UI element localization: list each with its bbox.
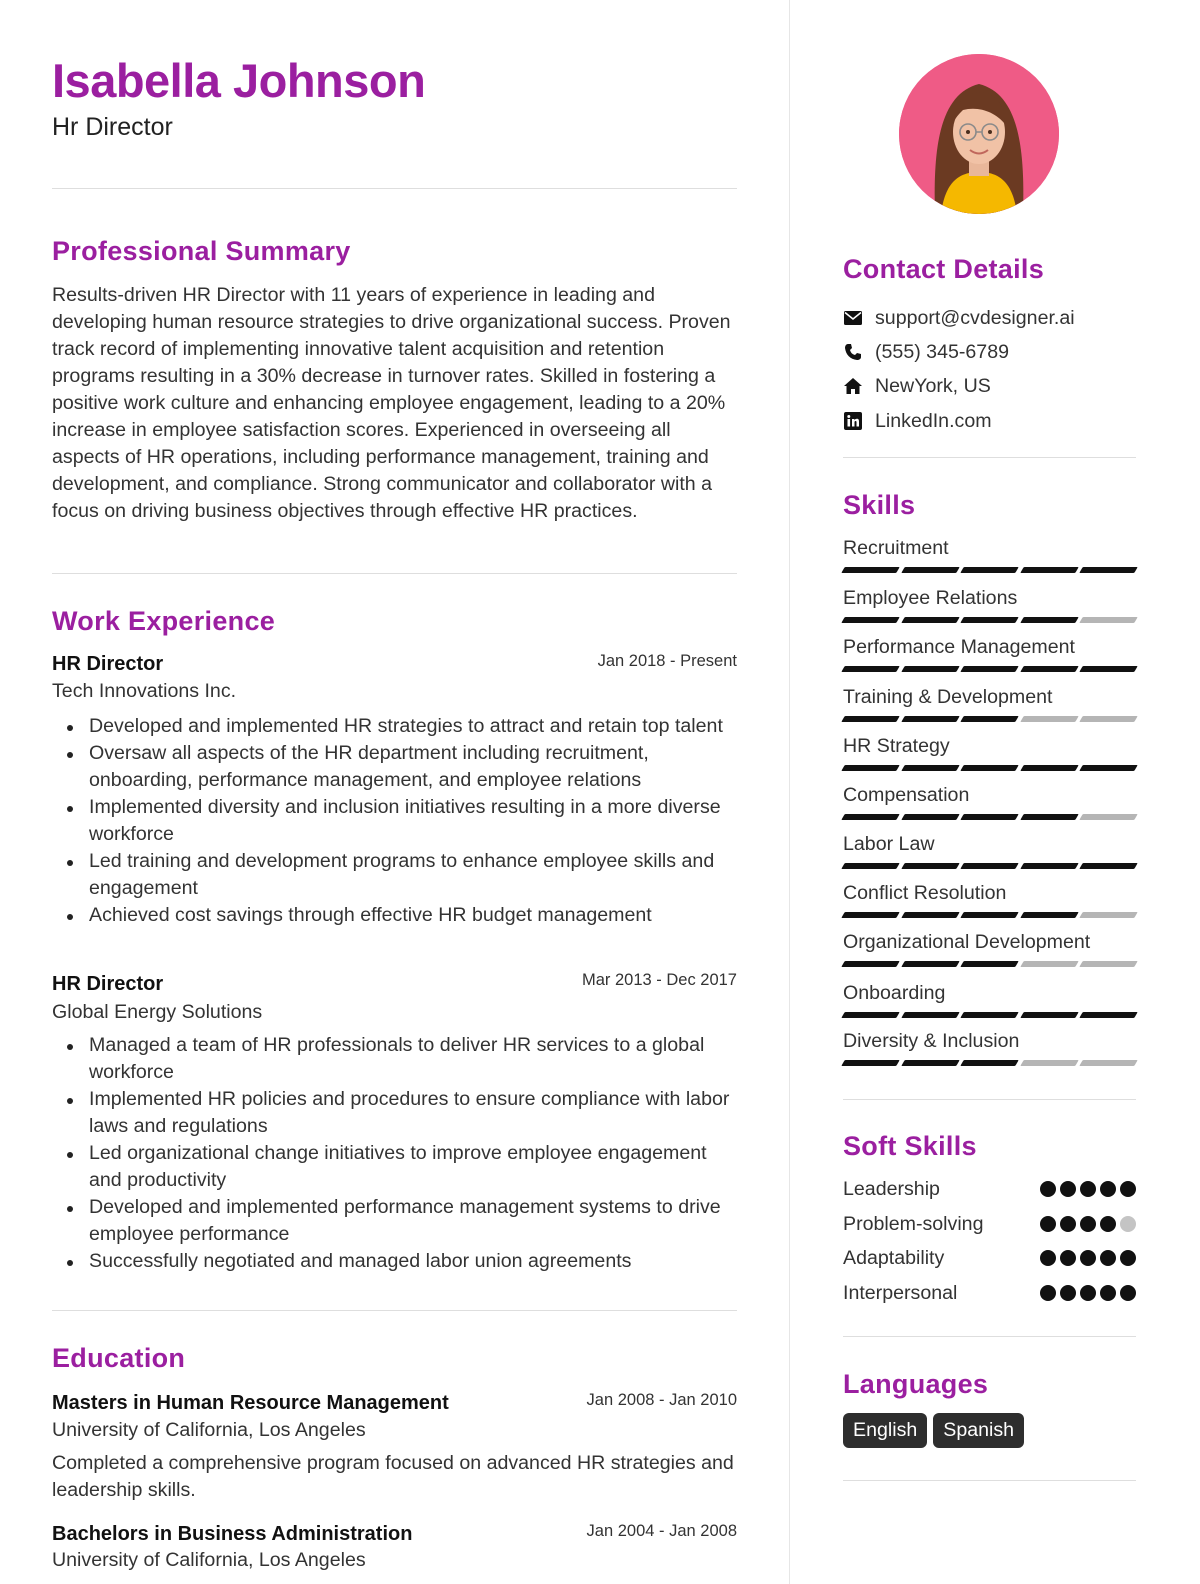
rating-dot: [1120, 1285, 1136, 1301]
job-bullets: [52, 1032, 737, 1275]
rating-dot: [1040, 1216, 1056, 1232]
soft-skills-divider: [843, 1336, 1136, 1337]
soft-skill-item: [843, 1279, 1136, 1307]
rating-dot: [1100, 1181, 1116, 1197]
rating-dot: [1120, 1250, 1136, 1266]
skill-level-segment: [901, 1060, 959, 1066]
job-company: Global Energy Solutions: [52, 1001, 263, 1023]
contact-email-text: support@cvdesigner.ai: [875, 306, 1075, 329]
home-icon: [843, 376, 863, 396]
skills-divider: [843, 1099, 1136, 1100]
contact-location-text: NewYork, US: [875, 374, 991, 397]
candidate-title: Hr Director: [52, 113, 173, 141]
skill-level-bar: [843, 814, 1136, 820]
skill-item: [843, 1029, 1136, 1053]
list-item: Managed a team of HR professionals to deliver HR services to a global workforce: [52, 1032, 737, 1086]
list-item: Implemented HR policies and procedures to ensure compliance with labor laws and regulations: [52, 1086, 737, 1140]
list-item: Developed and implemented performance management systems to drive employee performance: [52, 1194, 737, 1248]
skill-level-segment: [960, 567, 1018, 573]
rating-dot: [1100, 1216, 1116, 1232]
skill-level-segment: [901, 666, 959, 672]
skill-label: Recruitment: [843, 537, 949, 559]
skill-level-segment: [1020, 863, 1078, 869]
list-item: Led training and development programs to enhance employee skills and engagement: [52, 848, 737, 902]
rating-dot: [1080, 1250, 1096, 1266]
skill-level-bar: [843, 617, 1136, 623]
rating-dot: [1080, 1181, 1096, 1197]
job-date: Mar 2013 - Dec 2017: [581, 971, 737, 989]
skill-item: [843, 734, 1136, 758]
skill-level-segment: [960, 814, 1018, 820]
skill-item: [843, 930, 1136, 954]
skill-level-bar: [843, 863, 1136, 869]
header-divider: [52, 188, 737, 189]
skill-item: [843, 881, 1136, 905]
rating-dot: [1100, 1250, 1116, 1266]
soft-skill-label: Problem-solving: [843, 1212, 984, 1235]
rating-dot: [1040, 1181, 1056, 1197]
skill-level-segment: [960, 912, 1018, 918]
skill-level-segment: [960, 863, 1018, 869]
languages-list: [843, 1413, 1024, 1448]
skill-label: Performance Management: [843, 636, 1075, 658]
job-company: Tech Innovations Inc.: [52, 680, 237, 702]
rating-dot: [1060, 1285, 1076, 1301]
skill-level-segment: [841, 617, 899, 623]
skill-item: [843, 981, 1136, 1005]
skill-level-segment: [1079, 765, 1137, 771]
rating-dot: [1080, 1285, 1096, 1301]
list-item: Led organizational change initiatives to improve employee engagement and productivity: [52, 1140, 737, 1194]
list-item: Developed and implemented HR strategies to attract and retain top talent: [52, 713, 737, 740]
skill-label: Compensation: [843, 784, 970, 806]
soft-skill-item: [843, 1244, 1136, 1272]
skill-level-segment: [841, 567, 899, 573]
contact-linkedin[interactable]: [843, 408, 1136, 434]
rating-dot: [1120, 1216, 1136, 1232]
skill-level-segment: [1020, 567, 1078, 573]
envelope-icon: [843, 308, 863, 328]
skill-level-segment: [960, 1060, 1018, 1066]
skill-level-segment: [901, 1012, 959, 1018]
skill-level-segment: [1079, 1012, 1137, 1018]
skill-level-segment: [901, 617, 959, 623]
skill-level-segment: [901, 716, 959, 722]
skill-level-bar: [843, 1012, 1136, 1018]
degree-description: Completed a comprehensive program focused on advanced HR strategies and leadership skills.: [52, 1452, 734, 1501]
rating-dot: [1080, 1216, 1096, 1232]
list-item: Achieved cost savings through effective HR budget management: [52, 902, 737, 929]
soft-skill-label: Interpersonal: [843, 1281, 958, 1304]
contact-phone[interactable]: [843, 339, 1136, 365]
contact-linkedin-text: LinkedIn.com: [875, 409, 992, 432]
soft-skill-item: [843, 1210, 1136, 1238]
skill-level-bar: [843, 567, 1136, 573]
contact-heading: Contact Details: [843, 254, 1045, 284]
skill-level-segment: [841, 1060, 899, 1066]
linkedin-icon: [843, 411, 863, 431]
summary-text: Results-driven HR Director with 11 years of experience in leading and developing human resource strategies to drive organizational success. Proven track record of implementing innovative talent acquisition and retention programs resulting in a 30% decrease in turnover rates. Skilled in fostering a positive work culture and enhancing employee engagement, leading to a 20% increase in employee satisfaction scores. Experienced in overseeing all aspects of HR operations, including performance management, training and development, and compliance. Strong communicator and collaborator with a focus on driving business objectives through effective HR practices.: [52, 284, 731, 522]
skill-level-segment: [1079, 961, 1137, 967]
language-badge: English: [843, 1413, 927, 1448]
skill-level-segment: [1020, 716, 1078, 722]
skill-label: Conflict Resolution: [843, 882, 1007, 904]
skill-level-bar: [843, 1060, 1136, 1066]
portrait-image: [899, 54, 1059, 214]
phone-icon: [843, 342, 863, 362]
job-bullets: [52, 713, 737, 929]
education-heading: Education: [52, 1343, 186, 1373]
soft-skill-item: [843, 1175, 1136, 1203]
skill-level-segment: [901, 863, 959, 869]
work-divider: [52, 1310, 737, 1311]
degree-title: Bachelors in Business Administration: [52, 1523, 413, 1545]
skill-level-segment: [1079, 617, 1137, 623]
skill-level-segment: [1020, 961, 1078, 967]
summary-divider: [52, 573, 737, 574]
contact-email[interactable]: [843, 305, 1136, 331]
skill-level-segment: [960, 961, 1018, 967]
skill-level-segment: [1079, 666, 1137, 672]
skill-level-segment: [901, 912, 959, 918]
summary-heading: Professional Summary: [52, 236, 351, 266]
skill-level-segment: [841, 912, 899, 918]
skill-level-segment: [901, 567, 959, 573]
skill-item: [843, 685, 1136, 709]
list-item: Successfully negotiated and managed labor union agreements: [52, 1248, 737, 1275]
soft-skill-label: Leadership: [843, 1177, 940, 1200]
skill-level-segment: [960, 617, 1018, 623]
skill-level-bar: [843, 912, 1136, 918]
skill-level-segment: [1079, 863, 1137, 869]
work-heading: Work Experience: [52, 606, 276, 636]
skill-label: Diversity & Inclusion: [843, 1030, 1020, 1052]
degree-date: Jan 2004 - Jan 2008: [586, 1522, 737, 1540]
skill-level-bar: [843, 716, 1136, 722]
soft-skills-heading: Soft Skills: [843, 1131, 977, 1161]
skill-item: [843, 536, 1136, 560]
soft-skill-rating: [1040, 1285, 1136, 1301]
skill-level-segment: [1079, 716, 1137, 722]
skill-label: Onboarding: [843, 982, 946, 1004]
skill-label: Employee Relations: [843, 587, 1018, 609]
job-title: HR Director: [52, 973, 164, 995]
skill-item: [843, 783, 1136, 807]
rating-dot: [1040, 1285, 1056, 1301]
rating-dot: [1040, 1250, 1056, 1266]
skill-level-segment: [901, 814, 959, 820]
languages-divider: [843, 1480, 1136, 1481]
skill-level-segment: [841, 961, 899, 967]
skill-level-segment: [1020, 765, 1078, 771]
skill-level-segment: [901, 765, 959, 771]
skill-item: [843, 635, 1136, 659]
rating-dot: [1060, 1216, 1076, 1232]
rating-dot: [1100, 1285, 1116, 1301]
school-name: University of California, Los Angeles: [52, 1419, 366, 1441]
avatar: [899, 54, 1059, 214]
soft-skill-rating: [1040, 1216, 1136, 1232]
skill-label: Labor Law: [843, 833, 935, 855]
skills-heading: Skills: [843, 490, 916, 520]
degree-date: Jan 2008 - Jan 2010: [586, 1391, 737, 1409]
skill-level-segment: [1020, 666, 1078, 672]
skill-level-bar: [843, 765, 1136, 771]
skill-level-segment: [1079, 912, 1137, 918]
skill-level-segment: [841, 765, 899, 771]
column-divider: [789, 0, 790, 1584]
list-item: Oversaw all aspects of the HR department including recruitment, onboarding, performance management, and employee relations: [52, 740, 737, 794]
school-name: University of California, Los Angeles: [52, 1549, 366, 1571]
list-item: Implemented diversity and inclusion initiatives resulting in a more diverse workforce: [52, 794, 737, 848]
skill-item: [843, 832, 1136, 856]
skill-level-segment: [960, 765, 1018, 771]
skill-level-segment: [960, 716, 1018, 722]
skill-level-segment: [841, 1012, 899, 1018]
skill-level-segment: [960, 666, 1018, 672]
skill-level-segment: [1079, 567, 1137, 573]
contact-location: [843, 373, 1136, 399]
skill-level-segment: [841, 716, 899, 722]
soft-skill-rating: [1040, 1250, 1136, 1266]
language-badge: Spanish: [933, 1413, 1024, 1448]
job-title: HR Director: [52, 653, 164, 675]
rating-dot: [1060, 1181, 1076, 1197]
contact-phone-text: (555) 345-6789: [875, 340, 1009, 363]
skill-level-segment: [901, 961, 959, 967]
candidate-name: Isabella Johnson: [52, 54, 426, 107]
skill-item: [843, 586, 1136, 610]
rating-dot: [1120, 1181, 1136, 1197]
skill-level-segment: [1079, 814, 1137, 820]
degree-title: Masters in Human Resource Management: [52, 1392, 449, 1414]
skill-level-segment: [1020, 1012, 1078, 1018]
rating-dot: [1060, 1250, 1076, 1266]
skill-level-segment: [1020, 912, 1078, 918]
soft-skill-rating: [1040, 1181, 1136, 1197]
skill-level-segment: [1079, 1060, 1137, 1066]
skill-level-segment: [841, 666, 899, 672]
skill-level-bar: [843, 666, 1136, 672]
languages-heading: Languages: [843, 1369, 989, 1399]
skill-level-segment: [960, 1012, 1018, 1018]
skill-label: HR Strategy: [843, 735, 950, 757]
soft-skill-label: Adaptability: [843, 1246, 945, 1269]
skill-level-bar: [843, 961, 1136, 967]
skill-level-segment: [841, 863, 899, 869]
skill-level-segment: [1020, 1060, 1078, 1066]
contact-divider: [843, 457, 1136, 458]
job-date: Jan 2018 - Present: [597, 652, 737, 670]
skill-label: Training & Development: [843, 686, 1053, 708]
skill-label: Organizational Development: [843, 931, 1091, 953]
skill-level-segment: [841, 814, 899, 820]
skill-level-segment: [1020, 814, 1078, 820]
skill-level-segment: [1020, 617, 1078, 623]
